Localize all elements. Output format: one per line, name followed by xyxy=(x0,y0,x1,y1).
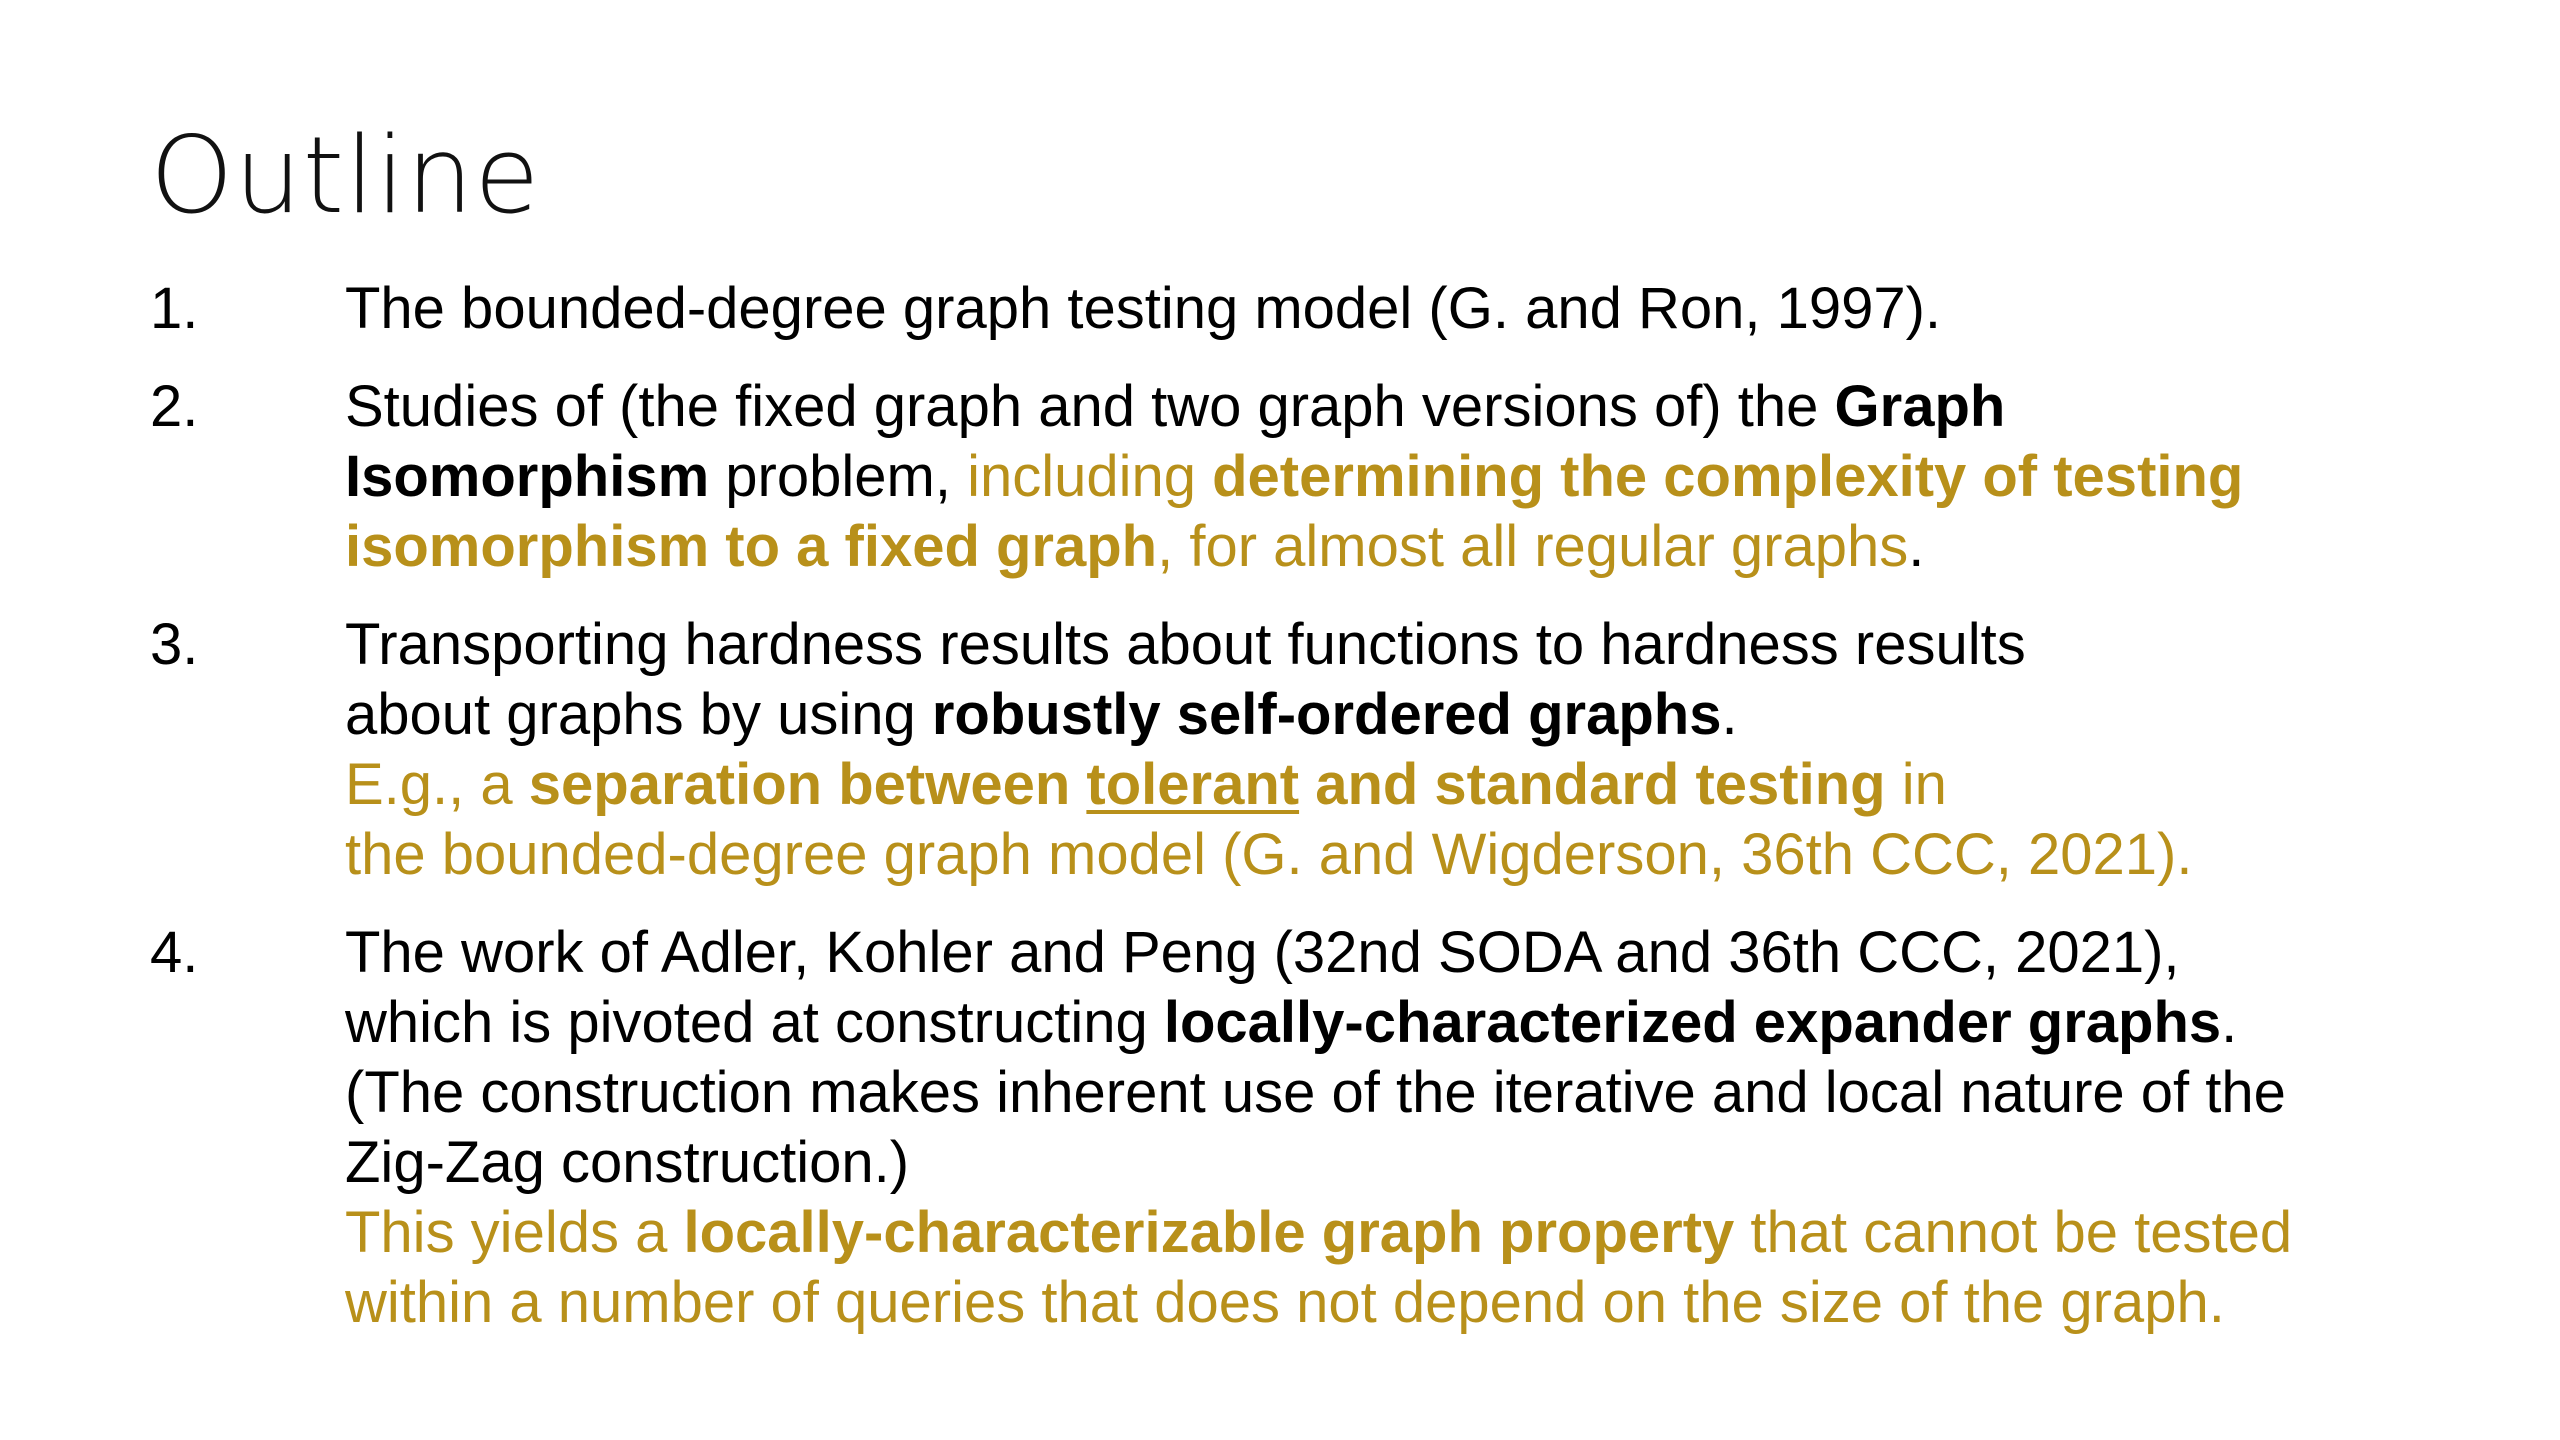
outline-list xyxy=(150,274,2540,1338)
item-highlight-text: within a number of queries that does not depend on the size of the graph. xyxy=(345,1270,2225,1335)
item-text: problem, xyxy=(709,444,968,509)
item-text: Transporting hardness results about functions to hardness results xyxy=(345,612,2026,677)
item-text: Zig-Zag construction.) xyxy=(345,1130,910,1195)
item-text: . xyxy=(2221,990,2238,1055)
item-highlight-text: This yields a xyxy=(345,1200,684,1265)
item-highlight-bold-text: locally-characterizable graph property xyxy=(683,1200,1735,1265)
item-highlight-text: the bounded-degree graph model (G. and Wigderson, 36th CCC, 2021). xyxy=(345,822,2193,887)
item-bold-text: Isomorphism xyxy=(345,444,710,509)
item-text: about graphs by using xyxy=(345,682,932,747)
item-highlight-text: in xyxy=(1885,752,1947,817)
item-highlight-text: E.g., a xyxy=(345,752,529,817)
item-bold-text: Graph xyxy=(1834,374,2006,439)
item-bold-text: robustly self-ordered graphs xyxy=(931,682,1722,747)
item-highlight-bold-text: isomorphism to a fixed graph xyxy=(345,514,1158,579)
item-highlight-text: that cannot be tested xyxy=(1734,1200,2293,1265)
item-text: . xyxy=(1721,682,1738,747)
item-line xyxy=(345,680,2540,750)
item-line xyxy=(345,988,2540,1058)
item-highlight-text: including xyxy=(967,444,1213,509)
item-highlight-bold-text: determining the complexity of testing xyxy=(1212,444,2244,509)
item-line xyxy=(345,1198,2540,1268)
outline-item-1 xyxy=(150,274,2540,344)
item-highlight-bold-text: and standard testing xyxy=(1299,752,1886,817)
outline-item-2 xyxy=(150,372,2540,582)
item-number: 4. xyxy=(150,920,199,985)
item-text: Studies of (the fixed graph and two graph versions of) the xyxy=(345,374,1835,439)
item-text: which is pivoted at constructing xyxy=(345,990,1164,1055)
item-text: . xyxy=(1908,514,1925,579)
item-bold-text: locally-characterized expander graphs xyxy=(1163,990,2222,1055)
item-number: 3. xyxy=(150,612,199,677)
item-underlined-text: tolerant xyxy=(1086,752,1300,817)
item-number: 2. xyxy=(150,374,199,439)
outline-item-3 xyxy=(150,610,2540,890)
item-line xyxy=(345,512,2540,582)
item-text: (The construction makes inherent use of the iterative and local nature of the xyxy=(345,1060,2286,1125)
item-line xyxy=(345,372,2540,442)
outline-item-4 xyxy=(150,918,2540,1338)
item-highlight-bold-text: separation between xyxy=(528,752,1087,817)
item-text: The bounded-degree graph testing model (G. and Ron, 1997). xyxy=(345,276,1942,341)
item-number: 1. xyxy=(150,276,199,341)
item-line xyxy=(345,442,2540,512)
item-line xyxy=(345,750,2540,820)
item-text: The work of Adler, Kohler and Peng (32nd SODA and 36th CCC, 2021), xyxy=(345,920,2180,985)
slide-title: Outline xyxy=(150,114,541,237)
item-highlight-text: , for almost all regular graphs xyxy=(1157,514,1909,579)
